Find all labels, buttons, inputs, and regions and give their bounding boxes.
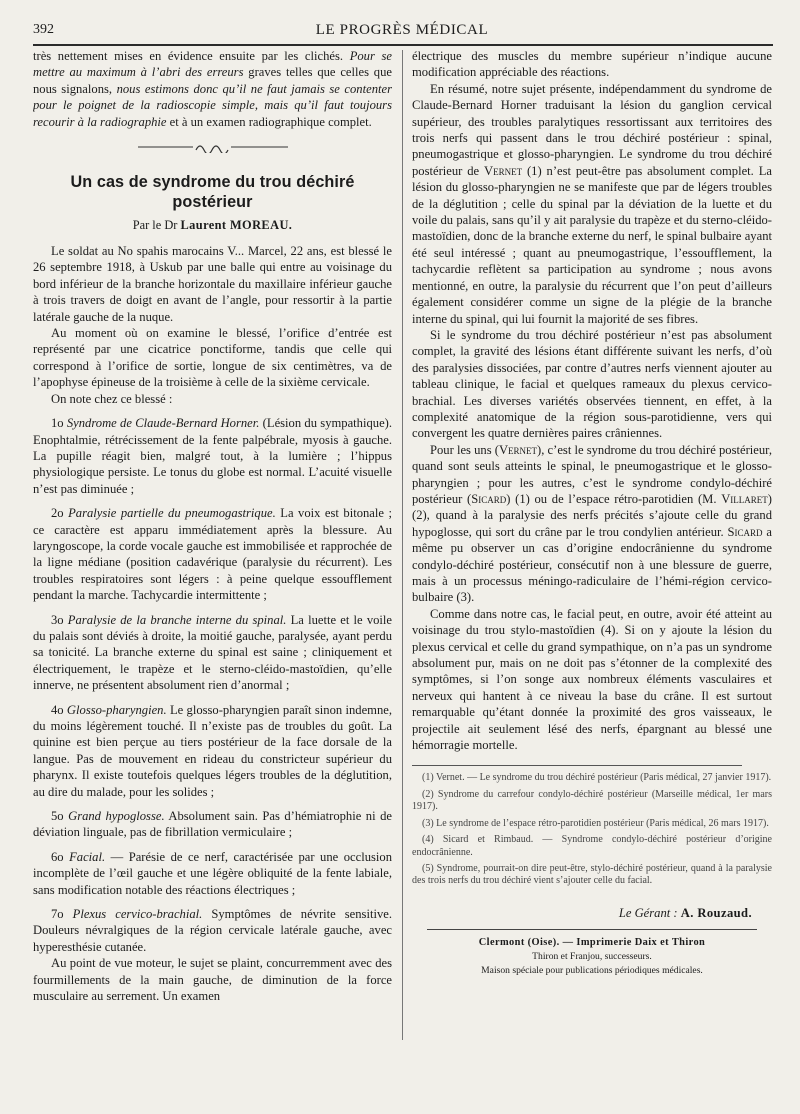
footnote: (4) Sicard et Rimbaud. — Syndrome condylo-déchiré postérieur d’origine endocrânienne. — [412, 834, 772, 858]
symptom-item-6 — [33, 849, 392, 898]
page-header — [33, 18, 771, 42]
left-column — [33, 48, 392, 1084]
intro-paragraph — [33, 48, 392, 130]
imprint-line-3: Maison spéciale pour publications périodiques médicales. — [481, 964, 703, 976]
item-number: 3o — [51, 612, 68, 627]
item-text: La luette et le voile du palais sont déviés à droite, la moitié gauche, paralysée, ayant perdu sa tonicité. La branche externe du spinal est saine ; cliniquement et électriquement, le trapèze et le sterno-cléido-mastoïdien, qu’elle innerve, ne présentent absolument rien d’anormal ; — [33, 612, 392, 693]
item-text: (Lésion du sympathique). Enophtalmie, rétrécissement de la fente palpébrale, myosis à gauche. La pupille réagit bien, malgré tout, à la lumière ; l’hippus physiologique persiste. Le tonus du globe est normal. L’acuité visuelle n’est pas diminuée ; — [33, 416, 392, 496]
footnote: (2) Syndrome du carrefour condylo-déchiré postérieur (Marseille médical, 1er mars 1917). — [412, 788, 772, 813]
byline-prefix: Par le Dr — [132, 218, 181, 233]
symptom-item-3 — [33, 612, 392, 694]
intro-italic-2: nous estimons donc qu’il ne faut jamais se contenter pour le poignet de la radioscopie simple, mais qu’il faut toujours recourir à la radiographie — [33, 81, 392, 129]
authors-text-4: ) (2), quand à la paralysie des nerfs précités s’ajoute celle du grand hypoglosse, qui sort du crâne par le trou condylien antérieur. — [412, 491, 772, 539]
page-number: 392 — [33, 22, 54, 37]
body-paragraph: Le soldat au No spahis marocains V... Marcel, 22 ans, est blessé le 26 septembre 1918, à Uskub par une balle qui entre au voisinage du bord inférieur de la branche horizontale du maxillaire inférieur gauche à trois travers de doigt en avant de l’angle, pour ressortir à la partie latérale gauche de la nuque. — [33, 244, 392, 324]
cited-author: Sicard — [471, 491, 507, 506]
item-text: — Parésie de ce nerf, caractérisée par une occlusion incomplète de l’œil gauche et une légère obliquité de la fente labiale, sans modification notable des réactions électriques ; — [33, 849, 392, 897]
item-number: 4o — [51, 702, 67, 717]
item-number: 7o — [51, 907, 73, 922]
footnote: (1) Vernet. — Le syndrome du trou déchiré postérieur (Paris médical, 27 janvier 1917). — [422, 772, 772, 784]
column-divider — [402, 50, 403, 1040]
intro-text-2: graves telles que celles que nous signalons, — [33, 65, 392, 96]
cited-author: Villaret — [721, 491, 768, 506]
item-text: Symptômes de névrite sensitive. Douleurs névralgiques de la région cervicale latérale gauche, avec hyperesthésie cutanée. — [33, 907, 392, 954]
printer-imprint — [412, 936, 772, 978]
item-number: 5o — [51, 809, 69, 824]
right-column — [412, 48, 772, 1084]
item-title: Glosso-pharyngien. — [66, 702, 167, 717]
symptom-item-5 — [33, 808, 392, 841]
cited-author: Vernet — [484, 163, 523, 178]
running-title: LE PROGRÈS MÉDICAL — [315, 22, 489, 38]
item-title: Paralysie de la branche interne du spinal. — [67, 612, 287, 627]
closing-paragraph: Au point de vue moteur, le sujet se plaint, concurremment avec des fourmillements de la main gauche, de diminution de la force musculaire au serrement. Un examen — [33, 956, 392, 1004]
item-title: Syndrome de Claude-Bernard Horner. — [66, 416, 260, 431]
symptom-item-4 — [33, 702, 392, 800]
authors-paragraph — [412, 442, 772, 606]
item-title: Paralysie partielle du pneumogastrique. — [68, 506, 276, 521]
gerant-label: Le Gérant : — [618, 905, 681, 920]
symptom-item-7 — [33, 906, 392, 955]
item-title: Facial. — [69, 849, 106, 864]
item-title: Grand hypoglosse. — [68, 809, 165, 824]
summary-paragraph — [412, 81, 772, 327]
body-paragraph: Au moment où on examine le blessé, l’orifice d’entrée est représenté par une cicatrice ponctiforme, tandis que celle qui correspond à l’orifice de sortie, longue de six centimètres, va de l’apophyse épineuse de la troisième à celle de la sixième cervicale. — [33, 326, 392, 390]
body-paragraph: Comme dans notre cas, le facial peut, en outre, avoir été atteint au voisinage du trou stylo-mastoïdien (4). Si on y ajoute la lésion du plexus cervical et celle du grand sympathique, on n’a pas un syndrome absolument pur, mais on ne doit pas s’étonner de la complexité des symptômes, si l’on songe aux nombreux éléments vasculaires et nerveux qui hantent à ce niveau la base du crâne. Il est surtout remarquable qu’étant donnée la proximité des gros vaisseaux, le projectile ait seulement lésé des nerfs, épargnant au blessé une hémorragie mortelle. — [412, 606, 772, 753]
summary-text-2: (1) n’est peut-être pas absolument complet. La lésion du glosso-pharyngien ne se manifeste que par de légers troubles de la déglutition ; celle du spinal par la déviation de la luette et du voile du palais, sans qu’il y ait paralysie du trapèze et du sterno-cléido-mastoïdien, donc de la branche externe du nerf, le spinal bulbaire ayant été seul intéressé ; quant au pneumogastrique, l’essoufflement, la tachycardie reflètent sa participation au syndrome ; nous avons mentionné, en outre, la paralysie du récurrent que l’on peut d’ailleurs également considérer comme un signe de la plégie de la branche interne du spinal, qui lui fournit la majorité de ses fibres. — [412, 163, 772, 326]
symptom-item-2 — [33, 505, 392, 603]
item-text: Le glosso-pharyngien paraît sinon indemne, du moins légèrement touché. Il n’existe pas de troubles du goût. La quinine est bien perçue au tiers postérieur de la face dorsale de la langue. Pas de mouvement en rideau du constricteur supérieur du pharynx. Il existe toutefois quelques légers troubles de la déglutition, au dire du malade, pour les solides ; — [33, 702, 392, 799]
byline — [33, 218, 392, 233]
authors-text-5: a même pu observer un cas d’origine endocrânienne du syndrome condylo-déchiré postérieur, consécutif non à une blessure de guerre, mais à un processus méningo-radiculaire de l’hémi-région cervico-bulbaire (3). — [412, 524, 772, 605]
item-text: Absolument sain. Pas d’hémiatrophie ni de déviation linguale, pas de fibrillation vermiculaire ; — [33, 809, 392, 840]
item-text: La voix est bitonale ; ce caractère est apparu immédiatement après la blessure. Au laryngoscope, la corde vocale gauche est immobilisée et rapprochée de la ligne médiane (position cadavérique (paralysie du récurrent). Les troubles respiratoires sont légers : à peine quelque essoufflement pendant la marche. Tachycardie intermittente ; — [33, 506, 392, 603]
item-number: 2o — [51, 506, 69, 521]
intro-text-3: et à un examen radiographique complet. — [166, 114, 372, 129]
gerant-line — [412, 906, 772, 921]
item-number: 6o — [51, 849, 70, 864]
author-name: Laurent MOREAU. — [180, 218, 293, 233]
authors-text-3: ) (1) ou de l’espace rétro-parotidien (M. — [506, 491, 722, 506]
authors-text-1: Pour les uns ( — [430, 442, 499, 457]
summary-text-1: En résumé, notre sujet présente, indépendamment du syndrome de Claude-Bernard Horner traduisant la lésion du ganglion cervical supérieur, des troubles paralytiques ressortissant aux territoires des trois nerfs qui passent dans le trou déchiré postérieur : spinal, pneumogastrique et glosso-pharyngien. Le syndrome du trou déchiré postérieur de — [412, 81, 772, 178]
ornament-rule-icon — [138, 141, 288, 153]
footnote-rule — [412, 765, 742, 766]
footnote: (5) Syndrome, pourrait-on dire peut-être, stylo-déchiré postérieur, quand à la paralysie des trois nerfs du trou déchiré vient s’ajouter celle du facial. — [412, 862, 772, 887]
gerant-name: A. Rouzaud. — [680, 905, 752, 920]
article-title: Un cas de syndrome du trou déchiré postérieur — [70, 173, 355, 212]
item-number: 1o — [51, 416, 67, 431]
body-paragraph: On note chez ce blessé : — [51, 391, 173, 406]
symptom-item-1 — [33, 415, 392, 497]
footnotes — [412, 772, 772, 887]
body-paragraph: Si le syndrome du trou déchiré postérieur n’est pas absolument complet, la gravité des lésions étant différente suivant les nerfs, d’où des paralysies dissociées, par contre d’autres nerfs viennent ajouter au tableau clinique, le facial et quelques rameaux du plexus cervico-brachial. Les diverses variétés observées tiennent, en effet, à la complexité anatomique de la région sous-parotidienne, vers qui convergent les quatre dernières paires crâniennes. — [412, 327, 772, 441]
header-rule — [33, 44, 773, 46]
body-paragraph: électrique des muscles du membre supérieur n’indique aucune modification appréciable des réactions. — [412, 49, 772, 80]
item-title: Plexus cervico-brachial. — [72, 907, 203, 922]
cited-author: Vernet — [498, 442, 538, 457]
footnote: (3) Le syndrome de l’espace rétro-parotidien postérieur (Paris médical, 26 mars 1917). — [422, 817, 769, 829]
imprint-line-2: Thiron et Franjou, successeurs. — [532, 950, 652, 962]
section-ornament — [33, 140, 392, 154]
intro-text-1: très nettement mises en évidence ensuite par les clichés. — [33, 49, 344, 63]
imprint-rule — [427, 929, 757, 930]
intro-italic-1: Pour se mettre au maximum à l’abri des erreurs — [33, 49, 392, 80]
authors-text-2: ), c’est le syndrome du trou déchiré postérieur, quand sont seuls atteints le spinal, le pneumogastrique et le glosso-pharyngien ; pour les autres, c’est le syndrome condylo-déchiré postérieur ( — [412, 442, 772, 506]
imprint-line-1: Clermont (Oise). — Imprimerie Daix et Thiron — [478, 936, 706, 948]
cited-author: Sicard — [727, 524, 763, 539]
